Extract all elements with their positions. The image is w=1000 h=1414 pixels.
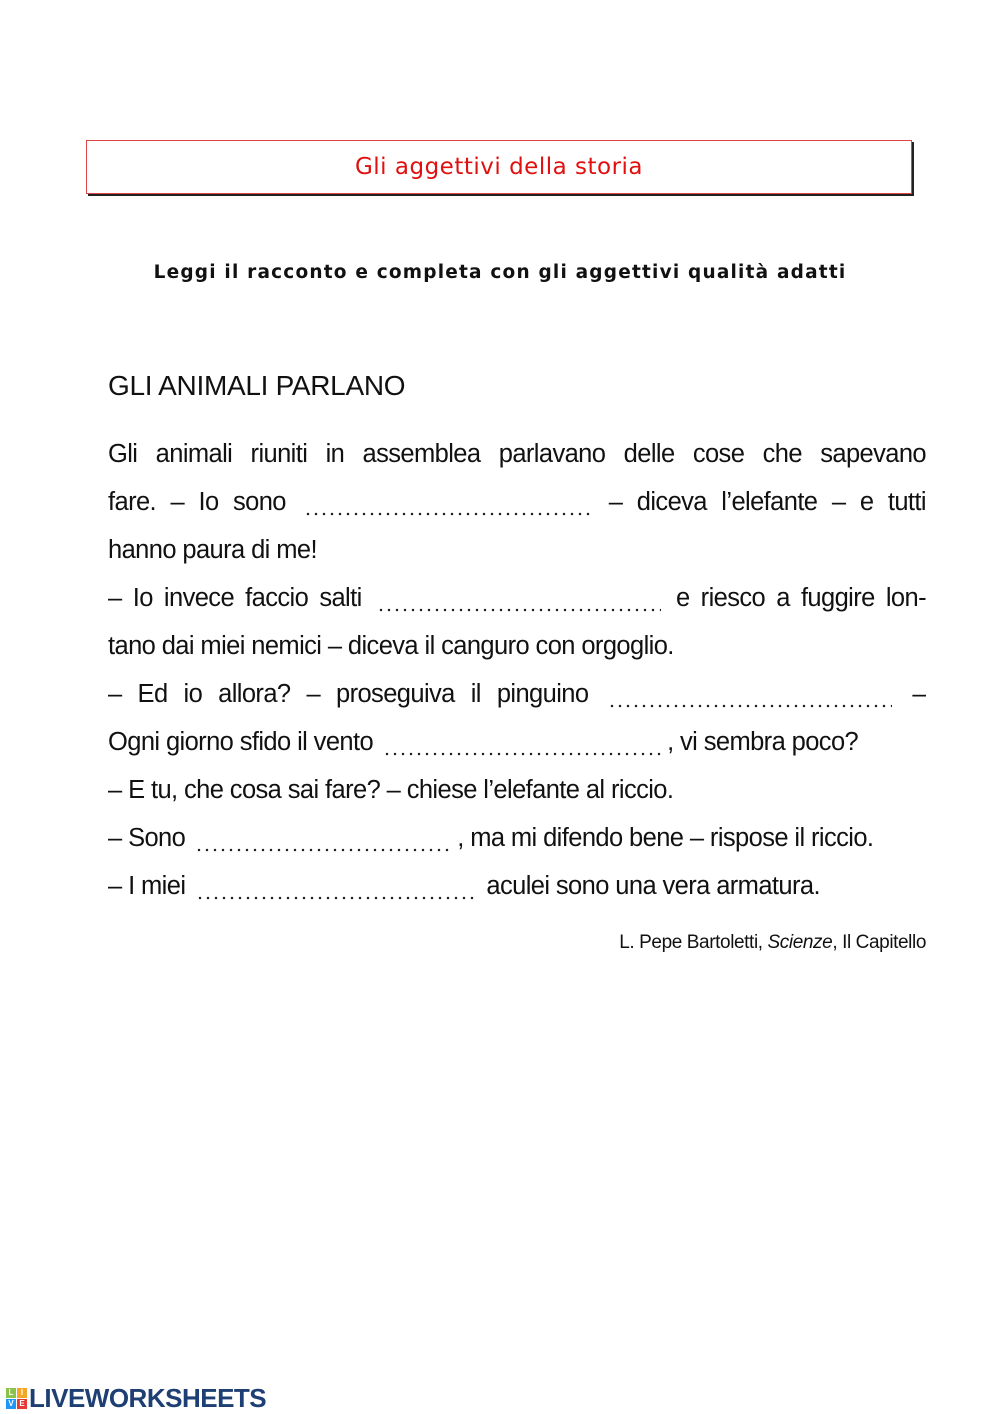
line-text: fare. – Io sono (108, 488, 286, 516)
line-text: aculei sono una vera armatura. (486, 872, 820, 900)
line-text: Gli animali riuniti in assemblea parlavano delle cose che sapevano (108, 440, 926, 468)
source-citation (619, 932, 926, 954)
story-title: GLI ANIMALI PARLANO (108, 370, 406, 401)
logo-text: LIVEWORKSHEETS (29, 1383, 267, 1413)
instruction-text: Leggi il racconto e completa con gli aggettivi qualità adatti (153, 262, 847, 283)
story-line (108, 574, 926, 622)
story-line (108, 478, 926, 526)
line-text: – (912, 680, 926, 708)
story-line (108, 814, 926, 862)
source-author: L. Pepe Bartoletti, (619, 932, 763, 953)
story-line (108, 766, 926, 814)
line-text: – I miei (108, 872, 186, 900)
line-text: – Sono (108, 824, 186, 852)
logo-letter: I (17, 1388, 27, 1398)
line-text: hanno paura di me! (108, 536, 317, 564)
line-text: – E tu, che cosa sai fare? – chiese l’elefante al riccio. (108, 776, 674, 804)
line-text: e riesco a fuggire lon- (675, 584, 926, 612)
story-line (108, 622, 926, 670)
answer-blank-1[interactable] (304, 490, 590, 516)
answer-blank-6[interactable] (196, 874, 476, 900)
source-publisher: , Il Capitello (832, 932, 926, 953)
story-line (108, 718, 926, 766)
logo-letter: E (17, 1399, 27, 1409)
story-text (108, 430, 926, 910)
logo-letter: V (6, 1399, 16, 1409)
story-line (108, 526, 926, 574)
line-text: , vi sembra poco? (667, 728, 859, 756)
liveworksheets-logo (6, 1383, 266, 1414)
line-text: – Ed io allora? – proseguiva il pinguino (108, 680, 589, 708)
line-text: , ma mi difendo bene – rispose il riccio. (457, 824, 874, 852)
story-line (108, 862, 926, 910)
source-book: Scienze (767, 932, 833, 953)
worksheet-title: Gli aggettivi della storia (354, 154, 644, 180)
logo-letter: L (6, 1388, 16, 1398)
line-text: – Io invece faccio salti (108, 584, 362, 612)
story-line (108, 430, 926, 478)
answer-blank-4[interactable] (383, 730, 663, 756)
story-line (108, 670, 926, 718)
line-text: tano dai miei nemici – diceva il canguro con orgoglio. (108, 632, 674, 660)
answer-blank-5[interactable] (195, 826, 453, 852)
answer-blank-2[interactable] (377, 586, 661, 612)
logo-blocks-icon (6, 1388, 27, 1409)
worksheet-title-box (86, 140, 912, 194)
answer-blank-3[interactable] (608, 682, 892, 708)
line-text: – diceva l’elefante – e tutti (608, 488, 926, 516)
line-text: Ogni giorno sfido il vento (108, 728, 374, 756)
